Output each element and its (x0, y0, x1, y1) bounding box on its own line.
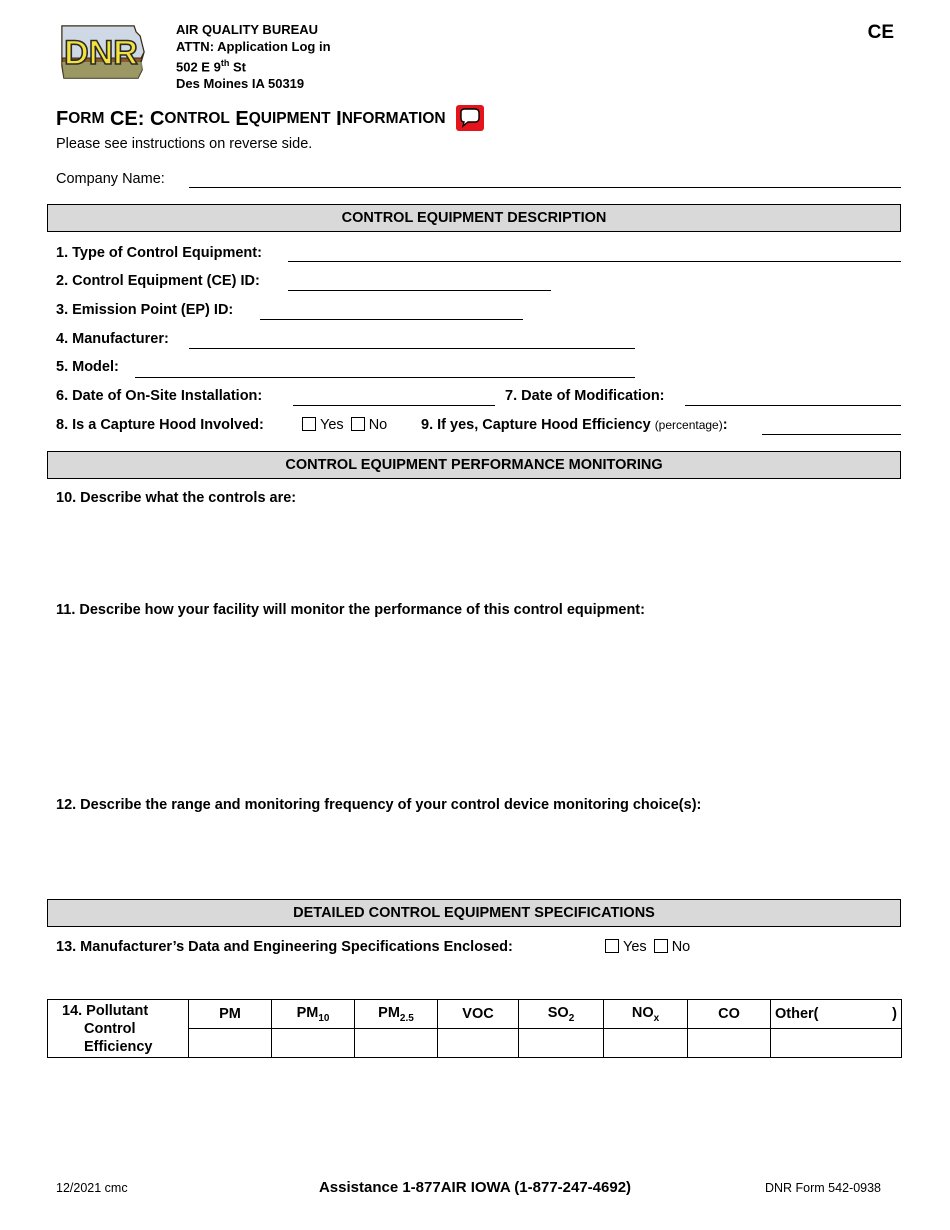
dnr-logo (56, 22, 146, 80)
q1-label: 1. Type of Control Equipment: (56, 245, 262, 261)
other-efficiency-cell[interactable] (771, 1029, 902, 1058)
manufacturer-field[interactable] (189, 348, 635, 349)
section-header-description: CONTROL EQUIPMENT DESCRIPTION (47, 204, 901, 232)
nox-efficiency-cell[interactable] (604, 1029, 688, 1058)
speech-bubble-icon[interactable] (456, 105, 484, 131)
table-header-row (48, 1000, 902, 1029)
pollutant-efficiency-table (47, 999, 902, 1058)
section-header-specifications: DETAILED CONTROL EQUIPMENT SPECIFICATIONS (47, 899, 901, 927)
mailing-address (176, 22, 331, 92)
section-header-monitoring: CONTROL EQUIPMENT PERFORMANCE MONITORING (47, 451, 901, 479)
footer-assistance: Assistance 1-877AIR IOWA (1-877-247-4692) (318, 1179, 632, 1196)
pollutant-row-header: 14. Pollutant Control Efficiency (48, 1000, 189, 1058)
q7-label: 7. Date of Modification: (505, 388, 665, 404)
voc-efficiency-cell[interactable] (438, 1029, 519, 1058)
pm10-efficiency-cell[interactable] (272, 1029, 355, 1058)
capture-hood-yes-checkbox[interactable] (302, 417, 316, 431)
page-title: F ORM CE: C ONTROL E QUIPMENT I NFORMATION (56, 106, 484, 132)
ep-id-field[interactable] (260, 319, 523, 320)
monitoring-range-area[interactable] (56, 820, 901, 890)
capture-hood-options (302, 417, 387, 433)
col-voc: VOC (438, 1000, 519, 1029)
so2-efficiency-cell[interactable] (519, 1029, 604, 1058)
company-name-label: Company Name: (56, 171, 165, 187)
q10-label: 10. Describe what the controls are: (56, 490, 297, 506)
logo-letters: DNR (64, 34, 138, 72)
address-line-bureau: AIR QUALITY BUREAU (176, 22, 319, 37)
address-line-street: 502 E 9th St (176, 58, 246, 75)
specs-enclosed-yes-checkbox[interactable] (605, 939, 619, 953)
footer-form-number: DNR Form 542-0938 (764, 1181, 881, 1195)
q9-label: 9. If yes, Capture Hood Efficiency (percentage): (421, 417, 728, 433)
col-other[interactable]: Other( ) (771, 1000, 902, 1029)
ce-id-field[interactable] (288, 290, 551, 291)
q11-label: 11. Describe how your facility will monitor the performance of this control equipment: (56, 602, 645, 618)
col-co: CO (688, 1000, 771, 1029)
company-name-field[interactable] (189, 187, 901, 188)
q2-label: 2. Control Equipment (CE) ID: (56, 273, 260, 289)
yes-label: Yes (623, 939, 647, 955)
monitoring-description-area[interactable] (56, 624, 901, 784)
control-equipment-type-field[interactable] (288, 261, 901, 262)
no-label: No (671, 939, 691, 955)
q6-label: 6. Date of On-Site Installation: (56, 388, 263, 404)
pm25-efficiency-cell[interactable] (355, 1029, 438, 1058)
form-code-label: CE (867, 22, 894, 43)
q13-label: 13. Manufacturer’s Data and Engineering Specifications Enclosed: (56, 939, 513, 955)
q3-label: 3. Emission Point (EP) ID: (56, 302, 234, 318)
instructions-note: Please see instructions on reverse side. (56, 136, 313, 152)
q4-label: 4. Manufacturer: (56, 331, 169, 347)
capture-hood-no-checkbox[interactable] (351, 417, 365, 431)
footer-revision: 12/2021 cmc (56, 1181, 128, 1195)
q5-label: 5. Model: (56, 359, 119, 375)
col-nox: $NO_x$ (604, 1000, 688, 1029)
pm-efficiency-cell[interactable] (189, 1029, 272, 1058)
specs-enclosed-options (605, 939, 690, 955)
modification-date-field[interactable] (685, 405, 901, 406)
installation-date-field[interactable] (293, 405, 495, 406)
controls-description-area[interactable] (56, 512, 901, 592)
col-pm: PM (189, 1000, 272, 1029)
address-line-city: Des Moines IA 50319 (176, 75, 305, 91)
no-label: No (368, 417, 388, 433)
address-line-attn: ATTN: Application Log in (176, 38, 331, 54)
capture-hood-efficiency-field[interactable] (762, 434, 901, 435)
q8-label: 8. Is a Capture Hood Involved: (56, 417, 264, 433)
specs-enclosed-no-checkbox[interactable] (654, 939, 668, 953)
q12-label: 12. Describe the range and monitoring frequency of your control device monitoring choice(s): (56, 797, 702, 813)
model-field[interactable] (135, 377, 635, 378)
col-so2: $SO_2$ (519, 1000, 604, 1029)
co-efficiency-cell[interactable] (688, 1029, 771, 1058)
col-pm10: $PM_{10}$ (272, 1000, 355, 1029)
yes-label: Yes (320, 417, 344, 433)
col-pm25: $PM_{2.5}$ (355, 1000, 438, 1029)
